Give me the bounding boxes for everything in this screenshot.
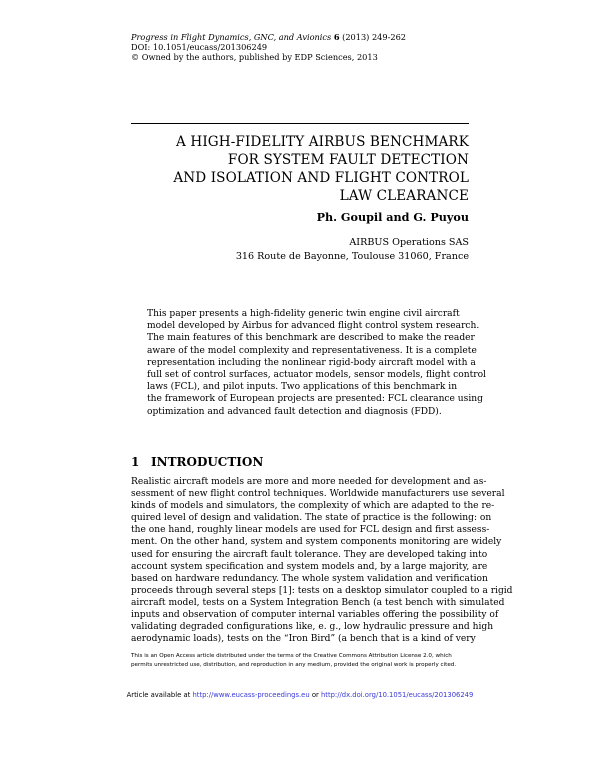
- section-number: 1: [131, 455, 140, 469]
- abstract-line: optimization and advanced fault detection and diagnosis (FDD).: [147, 406, 442, 417]
- running-header: [131, 32, 406, 62]
- journal-line: [131, 32, 406, 42]
- section-title: INTRODUCTION: [151, 455, 264, 469]
- availability-prefix: Article available at: [126, 691, 191, 699]
- title-line: FOR SYSTEM FAULT DETECTION: [227, 152, 469, 168]
- proceedings-link[interactable]: http://www.eucass-proceedings.eu: [192, 691, 310, 699]
- body-line: sessment of new flight control techniques. Worldwide manufacturers use several: [131, 489, 505, 500]
- body-line: used for ensuring the aircraft fault tolerance. They are developed taking into: [131, 549, 488, 560]
- doi-link[interactable]: http://dx.doi.org/10.1051/eucass/201306249: [320, 691, 474, 699]
- abstract-line: representation including the nonlinear rigid-body aircraft model with a: [147, 357, 476, 368]
- abstract: [147, 308, 486, 418]
- body-line: inputs and observation of computer internal variables offering the possibility of: [131, 610, 499, 621]
- abstract-line: This paper presents a high-fidelity generic twin engine civil aircraft: [147, 309, 460, 319]
- paper-title: [131, 133, 469, 205]
- body-line: ment. On the other hand, system and system components monitoring are widely: [131, 537, 502, 548]
- footnote-line: This is an Open Access article distributed under the terms of the Creative Commons Attribution License 2.0, which: [131, 653, 452, 659]
- copyright-line: © Owned by the authors, published by EDP Sciences, 2013: [131, 52, 378, 62]
- availability-line: [0, 691, 600, 699]
- body-text: [131, 476, 513, 645]
- license-footnote: [131, 652, 469, 670]
- body-line: based on hardware redundancy. The whole system validation and verification: [131, 573, 488, 584]
- body-line: kinds of models and simulators, the complexity of which are adapted to the re-: [131, 501, 495, 512]
- abstract-line: full set of control surfaces, actuator models, sensor models, flight control: [147, 369, 486, 380]
- doi-line: DOI: 10.1051/eucass/201306249: [131, 42, 268, 52]
- journal-volume: 6: [333, 32, 340, 42]
- body-line: the one hand, roughly linear models are used for FCL design and first assess-: [131, 525, 490, 536]
- abstract-line: The main features of this benchmark are described to make the reader: [147, 333, 475, 344]
- affiliation: [236, 236, 469, 264]
- availability-or: or: [311, 691, 319, 699]
- body-line: proceeds through several steps [1]: tests on a desktop simulator coupled to a rigid: [131, 585, 513, 596]
- footnote-line: permits unrestricted use, distribution, and reproduction in any medium, provided the original work is properly cited.: [131, 662, 457, 668]
- title-rule: [131, 123, 469, 124]
- journal-name: Progress in Flight Dynamics, GNC, and Avionics: [131, 32, 332, 42]
- affiliation-line: AIRBUS Operations SAS: [349, 237, 469, 248]
- journal-pages: (2013) 249-262: [342, 32, 406, 42]
- authors: Ph. Goupil and G. Puyou: [316, 210, 469, 224]
- body-line: aerodynamic loads), tests on the “Iron Bird” (a bench that is a kind of very: [131, 634, 476, 645]
- section-heading: [131, 455, 263, 469]
- title-line: AND ISOLATION AND FLIGHT CONTROL: [173, 170, 469, 186]
- title-line: A HIGH-FIDELITY AIRBUS BENCHMARK: [176, 134, 469, 150]
- affiliation-line: 316 Route de Bayonne, Toulouse 31060, France: [235, 251, 469, 262]
- body-line: Realistic aircraft models are more and more needed for development and as-: [131, 477, 487, 487]
- body-line: aircraft model, tests on a System Integration Bench (a test bench with simulated: [131, 597, 505, 608]
- abstract-line: the framework of European projects are presented: FCL clearance using: [147, 394, 483, 405]
- body-line: quired level of design and validation. The state of practice is the following: on: [131, 513, 492, 524]
- abstract-line: model developed by Airbus for advanced flight control system research.: [147, 321, 480, 332]
- abstract-line: laws (FCL), and pilot inputs. Two applications of this benchmark in: [147, 382, 458, 393]
- body-line: account system specification and system models and, by a large majority, are: [131, 561, 488, 572]
- title-line: LAW CLEARANCE: [339, 188, 469, 204]
- body-line: validating degraded configurations like, e. g., low hydraulic pressure and high: [131, 622, 494, 633]
- abstract-line: aware of the model complexity and representativeness. It is a complete: [147, 345, 477, 356]
